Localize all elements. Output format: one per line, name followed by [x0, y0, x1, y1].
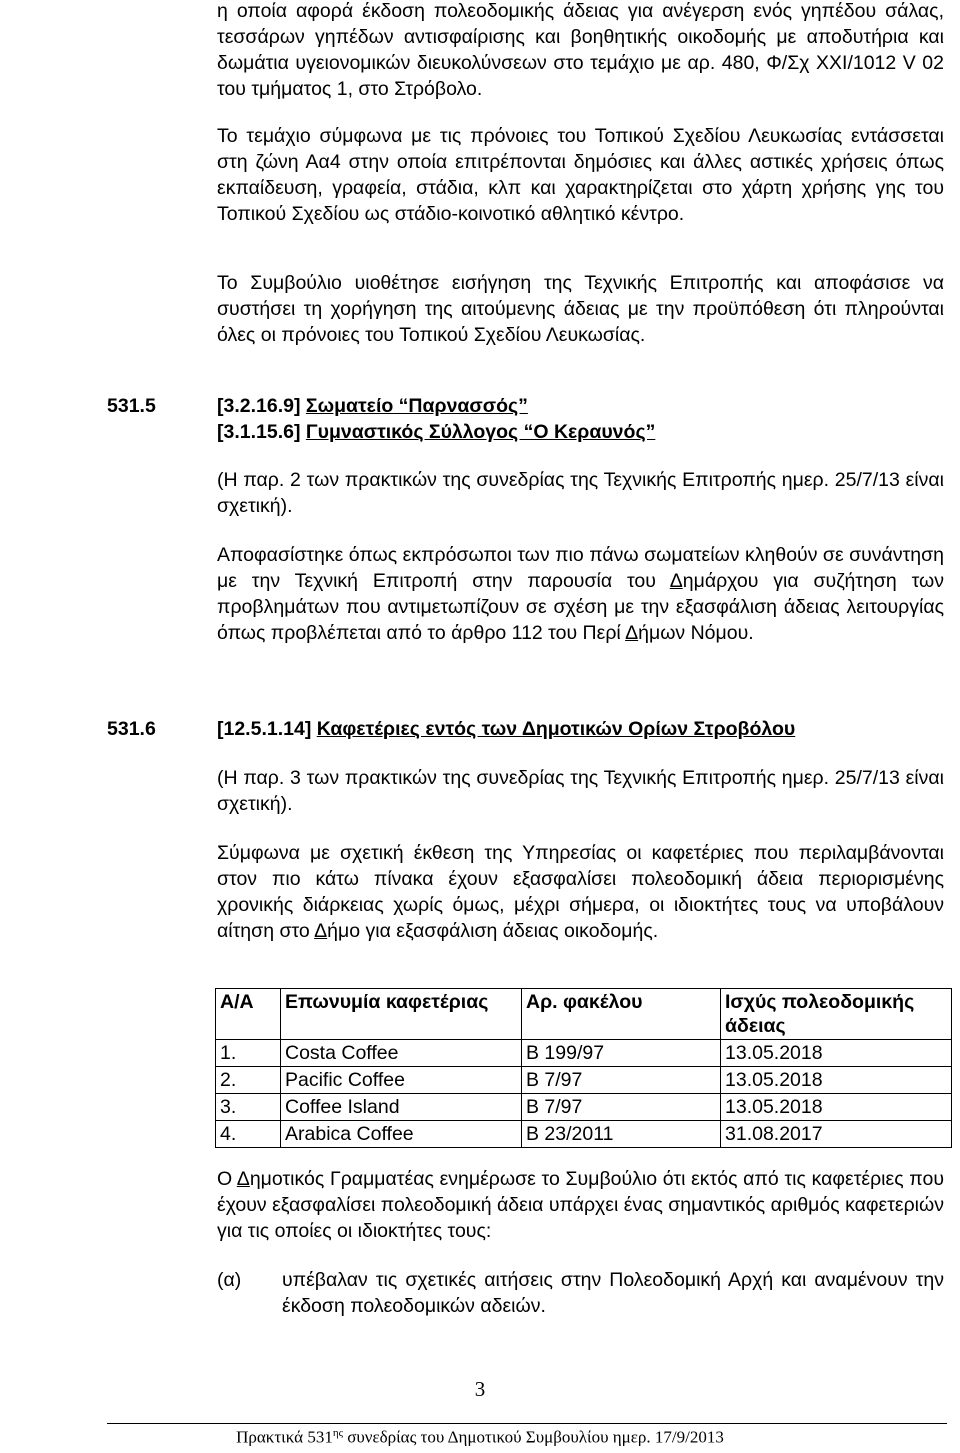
reference-code: [12.5.1.14]	[217, 718, 312, 740]
table-cell: 13.05.2018	[721, 1067, 952, 1094]
table-cell: Costa Coffee	[281, 1040, 522, 1067]
reference-code: [3.1.15.6]	[217, 421, 301, 443]
reference-code: [3.2.16.9]	[217, 395, 301, 417]
table-cell: 1.	[216, 1040, 281, 1067]
table-cell: Β 23/2011	[522, 1121, 721, 1148]
page-number: 3	[474, 1377, 486, 1401]
table-cell: 3.	[216, 1094, 281, 1121]
table-cell: 13.05.2018	[721, 1040, 952, 1067]
table-cell: Β 199/97	[522, 1040, 721, 1067]
paragraph-council-decision: Το Συμβούλιο υιοθέτησε εισήγηση της Τεχνικής Επιτροπής και αποφάσισε να συστήσει τη χορήγηση της αιτούμενης άδειας με την προϋπόθεση ότι πληρούνται όλες οι πρόνοιες του Τοπικού Σχεδίου Λευκωσίας.	[217, 272, 944, 346]
item-title: Καφετέριες εντός των Δημοτικών Ορίων Στροβόλου	[316, 718, 796, 740]
list-item-text: υπέβαλαν τις σχετικές αιτήσεις στην Πολεοδομική Αρχή και αναμένουν την έκδοση πολεοδομικών αδειών.	[282, 1269, 944, 1317]
table-row	[216, 1067, 952, 1094]
column-header: Ισχύς πολεοδομικής άδειας	[721, 989, 952, 1040]
item-title: Γυμναστικός Σύλλογος “Ο Κεραυνός”	[305, 421, 656, 443]
paragraph-application-description: η οποία αφορά έκδοση πολεοδομικής άδειας για ανέγερση ενός γηπέδου σάλας, τεσσάρων γηπέδων αντισφαίρισης και βοηθητικής οικοδομής με αποδυτήρια και δωμάτια υγειονομικών διευκολύνσεων στο τεμάχιο με αρ. 480, Φ/Σχ ΧΧΙ/1012 V 02 του τμήματος 1, στο Στρόβολο.	[217, 0, 944, 100]
item-number: 531.6	[107, 718, 156, 740]
item-title: Σωματείο “Παρνασσός”	[305, 395, 528, 417]
table-cell: 31.08.2017	[721, 1121, 952, 1148]
item-reference-line-2	[217, 419, 655, 445]
table-cell: Coffee Island	[281, 1094, 522, 1121]
cafes-table	[215, 988, 952, 1148]
item-number: 531.5	[107, 395, 156, 417]
table-cell: 4.	[216, 1121, 281, 1148]
paragraph-meeting-decision: Αποφασίστηκε όπως εκπρόσωποι των πιο πάνω σωματείων κληθούν σε συνάντηση με την Τεχνική Επιτροπή στην παρουσία του Δημάρχου για συζήτηση των προβλημάτων που αντιμετωπίζουν σε σχέση με την εξασφάλιση άδειας λειτουργίας όπως προβλέπεται από το άρθρο 112 του Περί Δήμων Νόμου.	[217, 544, 944, 644]
table-row	[216, 1040, 952, 1067]
table-header-row	[216, 989, 952, 1040]
paragraph-secretary-update: Ο Δημοτικός Γραμματέας ενημέρωσε το Συμβούλιο ότι εκτός από τις καφετέριες που έχουν εξασφαλίσει πολεοδομική άδεια υπάρχει ένας σημαντικός αριθμός καφετεριών για τις οποίες οι ιδιοκτήτες τους:	[217, 1168, 944, 1242]
footer-divider	[107, 1423, 947, 1424]
list-item-label: (α)	[217, 1269, 242, 1291]
paragraph-reference-note-2: (Η παρ. 3 των πρακτικών της συνεδρίας της Τεχνικής Επιτροπής ημερ. 25/7/13 είναι σχετική).	[217, 767, 944, 815]
item-reference-line-1	[217, 393, 528, 419]
column-header: Επωνυμία καφετέριας	[281, 989, 522, 1040]
paragraph-reference-note: (Η παρ. 2 των πρακτικών της συνεδρίας της Τεχνικής Επιτροπής ημερ. 25/7/13 είναι σχετική).	[217, 469, 944, 517]
column-header: Αρ. φακέλου	[522, 989, 721, 1040]
table-cell: 2.	[216, 1067, 281, 1094]
table-cell: Β 7/97	[522, 1067, 721, 1094]
table-row	[216, 1094, 952, 1121]
paragraph-zoning: Το τεμάχιο σύμφωνα με τις πρόνοιες του Τοπικού Σχεδίου Λευκωσίας εντάσσεται στη ζώνη Αα4 στην οποία επιτρέπονται δημόσιες και άλλες αστικές χρήσεις όπως εκπαίδευση, γραφεία, στάδια, κλπ και χαρακτηρίζεται στο χάρτη χρήσης γης του Τοπικού Σχεδίου ως στάδιο-κοινοτικό αθλητικό κέντρο.	[217, 125, 944, 225]
page-footer: Πρακτικά $531^{\eta\varsigma}$ συνεδρίας του Δημοτικού Συμβουλίου ημερ. 17/9/2013	[236, 1427, 724, 1447]
item-reference-line	[217, 716, 795, 742]
table-cell: Pacific Coffee	[281, 1067, 522, 1094]
table-cell: Arabica Coffee	[281, 1121, 522, 1148]
table-cell: 13.05.2018	[721, 1094, 952, 1121]
table-cell: Β 7/97	[522, 1094, 721, 1121]
paragraph-service-report: Σύμφωνα με σχετική έκθεση της Υπηρεσίας οι καφετέριες που περιλαμβάνονται στον πιο κάτω πίνακα έχουν εξασφαλίσει πολεοδομική άδεια περιορισμένης χρονικής διάρκειας χωρίς όμως, μέχρι σήμερα, οι ιδιοκτήτες τους να υποβάλουν αίτηση στο Δήμο για εξασφάλιση άδειας οικοδομής.	[217, 842, 944, 942]
column-header: Α/Α	[216, 989, 281, 1040]
table-row	[216, 1121, 952, 1148]
